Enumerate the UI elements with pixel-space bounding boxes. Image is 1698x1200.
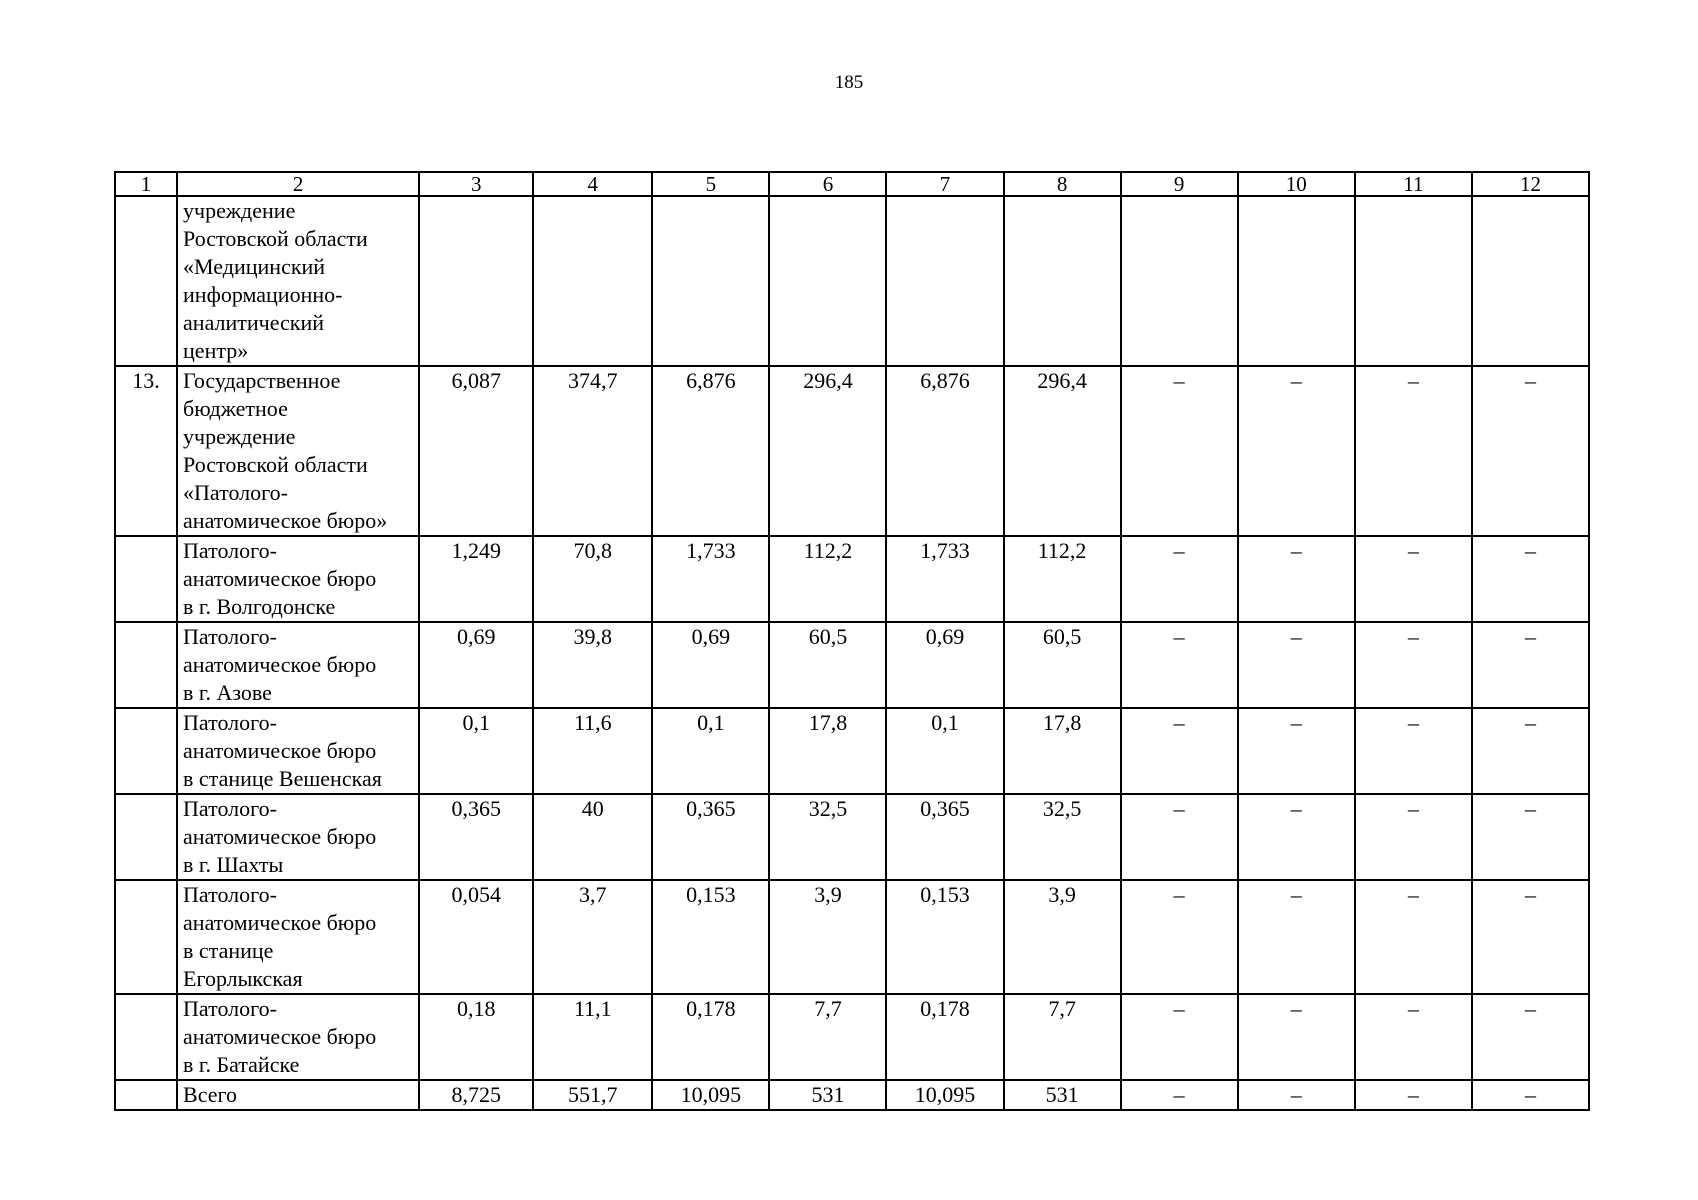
value-cell: – xyxy=(1121,794,1238,880)
name-line: анатомическое бюро xyxy=(183,566,377,591)
row-index-cell xyxy=(115,994,177,1080)
row-name-cell xyxy=(177,708,419,794)
row-name-cell xyxy=(177,994,419,1080)
value-cell: 0,178 xyxy=(886,994,1003,1080)
value-cell: – xyxy=(1472,536,1589,622)
row-name-cell xyxy=(177,366,419,536)
header-cell: 7 xyxy=(886,172,1003,196)
value-cell: – xyxy=(1355,622,1472,708)
value-cell xyxy=(1121,196,1238,366)
name-line: Патолого- xyxy=(183,538,277,563)
value-cell: – xyxy=(1238,1080,1355,1110)
value-cell: – xyxy=(1238,366,1355,536)
value-cell: 40 xyxy=(533,794,652,880)
name-line: информационно- xyxy=(183,282,343,307)
row-name-cell xyxy=(177,536,419,622)
header-cell: 12 xyxy=(1472,172,1589,196)
header-cell: 10 xyxy=(1238,172,1355,196)
value-cell: – xyxy=(1355,794,1472,880)
value-cell: 531 xyxy=(1004,1080,1121,1110)
table-row xyxy=(115,794,1589,880)
name-line: в г. Шахты xyxy=(183,852,284,877)
name-line: Всего xyxy=(183,1082,237,1107)
value-cell xyxy=(1004,196,1121,366)
value-cell: 10,095 xyxy=(652,1080,769,1110)
value-cell: – xyxy=(1121,622,1238,708)
value-cell xyxy=(1238,196,1355,366)
value-cell: 11,1 xyxy=(533,994,652,1080)
table-row xyxy=(115,994,1589,1080)
name-line: Егорлыкская xyxy=(183,966,303,991)
table-row xyxy=(115,536,1589,622)
value-cell: 32,5 xyxy=(769,794,886,880)
name-line: анатомическое бюро» xyxy=(183,508,388,533)
value-cell: 3,7 xyxy=(533,880,652,994)
name-line: Патолого- xyxy=(183,624,277,649)
value-cell: 0,178 xyxy=(652,994,769,1080)
header-cell: 1 xyxy=(115,172,177,196)
table-row xyxy=(115,622,1589,708)
value-cell: 296,4 xyxy=(769,366,886,536)
value-cell: – xyxy=(1472,994,1589,1080)
value-cell: 0,365 xyxy=(419,794,533,880)
row-index-cell xyxy=(115,1080,177,1110)
value-cell: 0,1 xyxy=(419,708,533,794)
value-cell: – xyxy=(1238,880,1355,994)
header-cell: 11 xyxy=(1355,172,1472,196)
name-line: в г. Волгодонске xyxy=(183,594,336,619)
table-row xyxy=(115,880,1589,994)
name-line: в г. Батайске xyxy=(183,1052,300,1077)
value-cell: – xyxy=(1472,880,1589,994)
row-name-cell xyxy=(177,1080,419,1110)
value-cell: 0,69 xyxy=(652,622,769,708)
name-line: анатомическое бюро xyxy=(183,1024,377,1049)
row-index-cell xyxy=(115,622,177,708)
value-cell: 112,2 xyxy=(769,536,886,622)
name-line: анатомическое бюро xyxy=(183,824,377,849)
name-line: анатомическое бюро xyxy=(183,652,377,677)
value-cell: 0,365 xyxy=(886,794,1003,880)
value-cell: 0,153 xyxy=(886,880,1003,994)
value-cell: – xyxy=(1121,536,1238,622)
value-cell: – xyxy=(1355,366,1472,536)
value-cell: 0,69 xyxy=(886,622,1003,708)
name-line: в г. Азове xyxy=(183,680,272,705)
row-index-cell xyxy=(115,880,177,994)
value-cell: 7,7 xyxy=(769,994,886,1080)
value-cell: – xyxy=(1121,1080,1238,1110)
name-line: в станице xyxy=(183,938,274,963)
value-cell: 70,8 xyxy=(533,536,652,622)
value-cell: 1,733 xyxy=(886,536,1003,622)
value-cell: 8,725 xyxy=(419,1080,533,1110)
name-line: Патолого- xyxy=(183,796,277,821)
header-cell: 2 xyxy=(177,172,419,196)
value-cell: 0,18 xyxy=(419,994,533,1080)
value-cell: – xyxy=(1355,536,1472,622)
value-cell: – xyxy=(1121,708,1238,794)
row-name-cell xyxy=(177,196,419,366)
header-cell: 9 xyxy=(1121,172,1238,196)
name-line: Ростовской области xyxy=(183,452,368,477)
value-cell: 17,8 xyxy=(1004,708,1121,794)
value-cell: – xyxy=(1472,1080,1589,1110)
value-cell: 0,054 xyxy=(419,880,533,994)
value-cell xyxy=(652,196,769,366)
value-cell: 1,249 xyxy=(419,536,533,622)
value-cell: 551,7 xyxy=(533,1080,652,1110)
value-cell xyxy=(1472,196,1589,366)
name-line: «Медицинский xyxy=(183,254,326,279)
value-cell: – xyxy=(1472,794,1589,880)
name-line: учреждение xyxy=(183,424,296,449)
row-name-cell xyxy=(177,622,419,708)
row-index-cell xyxy=(115,536,177,622)
table-header-row xyxy=(115,172,1589,196)
name-line: Патолого- xyxy=(183,996,277,1021)
value-cell xyxy=(419,196,533,366)
table-row xyxy=(115,1080,1589,1110)
value-cell: – xyxy=(1472,708,1589,794)
header-cell: 3 xyxy=(419,172,533,196)
value-cell: 6,876 xyxy=(886,366,1003,536)
name-line: центр» xyxy=(183,338,249,363)
value-cell: – xyxy=(1238,536,1355,622)
value-cell: 112,2 xyxy=(1004,536,1121,622)
value-cell: 3,9 xyxy=(1004,880,1121,994)
value-cell: 11,6 xyxy=(533,708,652,794)
name-line: Ростовской области xyxy=(183,226,368,251)
value-cell: – xyxy=(1238,622,1355,708)
value-cell: – xyxy=(1355,1080,1472,1110)
name-line: бюджетное xyxy=(183,396,288,421)
header-cell: 5 xyxy=(652,172,769,196)
value-cell: – xyxy=(1121,994,1238,1080)
value-cell: 374,7 xyxy=(533,366,652,536)
name-line: «Патолого- xyxy=(183,480,288,505)
name-line: учреждение xyxy=(183,198,296,223)
value-cell: 531 xyxy=(769,1080,886,1110)
value-cell: 0,365 xyxy=(652,794,769,880)
name-line: Государственное xyxy=(183,368,341,393)
value-cell: 60,5 xyxy=(1004,622,1121,708)
data-table xyxy=(114,171,1590,1111)
value-cell xyxy=(886,196,1003,366)
value-cell: 7,7 xyxy=(1004,994,1121,1080)
table-row xyxy=(115,708,1589,794)
value-cell: 17,8 xyxy=(769,708,886,794)
name-line: Патолого- xyxy=(183,710,277,735)
value-cell: – xyxy=(1121,880,1238,994)
value-cell: 60,5 xyxy=(769,622,886,708)
value-cell: 32,5 xyxy=(1004,794,1121,880)
value-cell xyxy=(769,196,886,366)
value-cell: – xyxy=(1355,708,1472,794)
value-cell: – xyxy=(1355,994,1472,1080)
page-number: 185 xyxy=(834,72,864,93)
value-cell: 1,733 xyxy=(652,536,769,622)
row-name-cell xyxy=(177,794,419,880)
name-line: анатомическое бюро xyxy=(183,910,377,935)
name-line: аналитический xyxy=(183,310,325,335)
value-cell: 296,4 xyxy=(1004,366,1121,536)
value-cell: 0,69 xyxy=(419,622,533,708)
value-cell: – xyxy=(1238,794,1355,880)
header-cell: 4 xyxy=(533,172,652,196)
name-line: Патолого- xyxy=(183,882,277,907)
name-line: анатомическое бюро xyxy=(183,738,377,763)
value-cell: 6,876 xyxy=(652,366,769,536)
value-cell: 6,087 xyxy=(419,366,533,536)
value-cell: 3,9 xyxy=(769,880,886,994)
row-index-cell xyxy=(115,196,177,366)
value-cell: – xyxy=(1355,880,1472,994)
value-cell: – xyxy=(1121,366,1238,536)
value-cell: – xyxy=(1472,622,1589,708)
value-cell: 0,153 xyxy=(652,880,769,994)
value-cell: 0,1 xyxy=(652,708,769,794)
header-cell: 8 xyxy=(1004,172,1121,196)
name-line: в станице Вешенская xyxy=(183,766,382,791)
value-cell xyxy=(533,196,652,366)
header-cell: 6 xyxy=(769,172,886,196)
value-cell xyxy=(1355,196,1472,366)
value-cell: 0,1 xyxy=(886,708,1003,794)
value-cell: – xyxy=(1472,366,1589,536)
table-row xyxy=(115,196,1589,366)
value-cell: 39,8 xyxy=(533,622,652,708)
row-name-cell xyxy=(177,880,419,994)
value-cell: 10,095 xyxy=(886,1080,1003,1110)
value-cell: – xyxy=(1238,708,1355,794)
row-index-cell: 13. xyxy=(115,366,177,536)
value-cell: – xyxy=(1238,994,1355,1080)
row-index-cell xyxy=(115,708,177,794)
row-index-cell xyxy=(115,794,177,880)
table-row xyxy=(115,366,1589,536)
